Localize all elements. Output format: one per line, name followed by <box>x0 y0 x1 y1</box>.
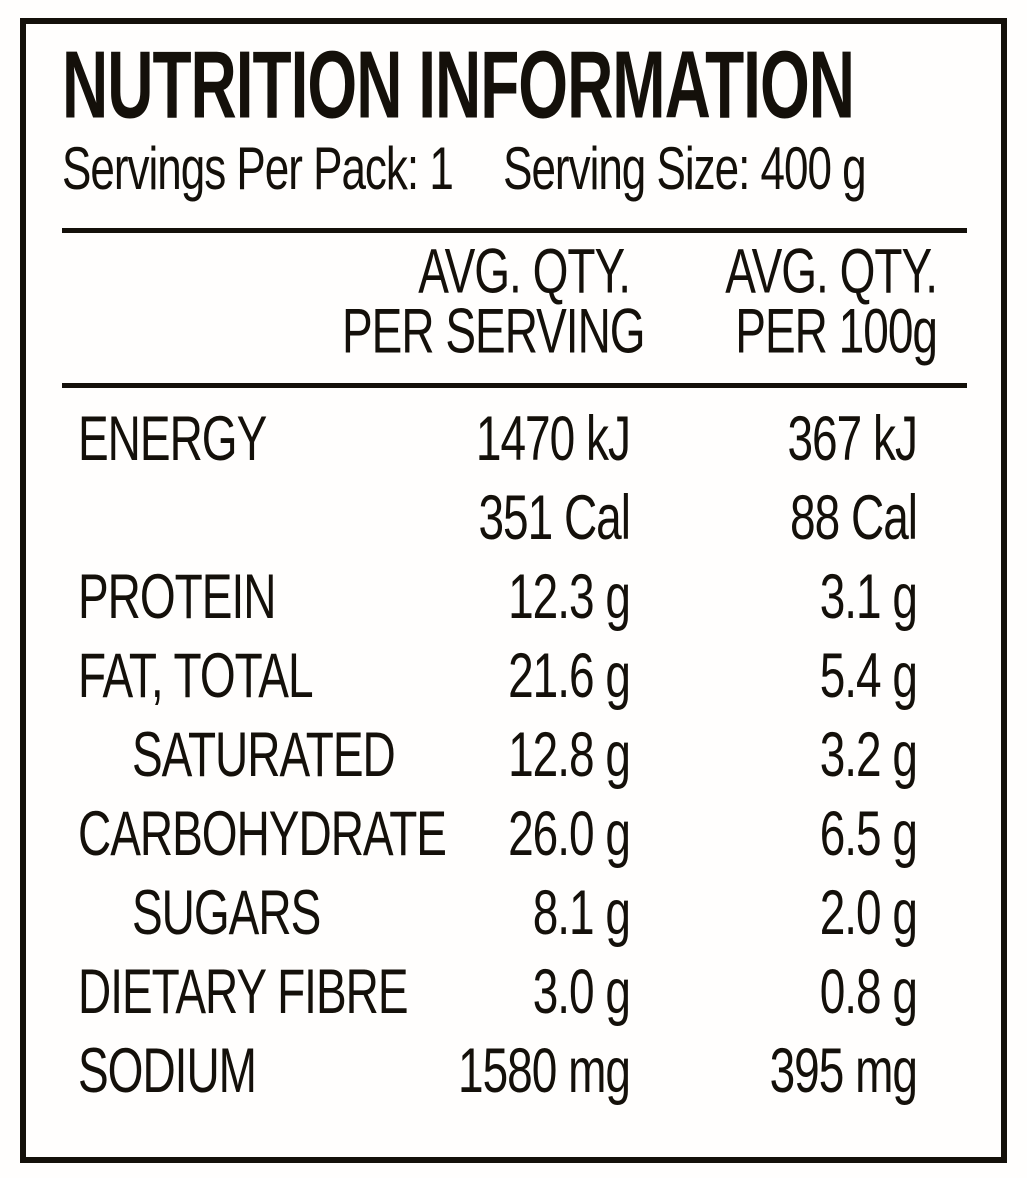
per-serving-header-line1: AVG. QTY. <box>418 234 630 307</box>
value-per-100g: 6.5 g <box>819 796 917 869</box>
value-per-serving: 8.1 g <box>532 875 630 948</box>
nutrient-name: SATURATED <box>132 717 395 790</box>
nutrient-table <box>62 402 967 1113</box>
value-per-serving: 12.8 g <box>508 717 630 790</box>
column-header-per-serving <box>342 234 645 367</box>
nutrient-name: FAT, TOTAL <box>78 638 313 711</box>
nutrient-name: CARBOHYDRATE <box>78 796 446 869</box>
value-per-serving: 12.3 g <box>508 559 630 632</box>
nutrient-name: SODIUM <box>78 1033 256 1106</box>
nutrient-name: PROTEIN <box>78 559 276 632</box>
value-per-100g: 3.1 g <box>819 559 917 632</box>
table-row-protein <box>62 560 967 639</box>
value-per-100g: 367 kJ <box>787 401 917 474</box>
nutrient-name: SUGARS <box>132 875 321 948</box>
nutrition-label-panel <box>20 18 1007 1163</box>
label-title: NUTRITION INFORMATION <box>62 30 854 139</box>
table-row-fat-total <box>62 639 967 718</box>
table-row-energy-cal <box>62 481 967 560</box>
per-100g-header-line2: PER 100g <box>735 294 937 367</box>
label-title-row <box>62 30 967 139</box>
per-serving-header-line2: PER SERVING <box>342 294 645 367</box>
value-per-serving: 1580 mg <box>457 1033 630 1106</box>
table-row-energy <box>62 402 967 481</box>
serving-info-row <box>62 135 967 203</box>
table-row-sugars <box>62 876 967 955</box>
value-per-100g: 0.8 g <box>819 954 917 1027</box>
label-content <box>26 30 1001 1113</box>
divider-header <box>62 383 967 388</box>
value-per-100g: 88 Cal <box>790 480 917 553</box>
value-per-serving: 26.0 g <box>508 796 630 869</box>
table-row-carbohydrate <box>62 797 967 876</box>
nutrient-name: DIETARY FIBRE <box>78 954 408 1027</box>
table-row-sodium <box>62 1034 967 1113</box>
nutrient-name: ENERGY <box>78 401 267 474</box>
value-per-serving: 351 Cal <box>478 480 630 553</box>
value-per-serving: 21.6 g <box>508 638 630 711</box>
column-header-row <box>62 234 967 367</box>
value-per-100g: 5.4 g <box>819 638 917 711</box>
serving-size: Serving Size: 400 g <box>503 135 866 203</box>
value-per-100g: 2.0 g <box>819 875 917 948</box>
column-header-per-100g <box>630 234 967 367</box>
value-per-100g: 3.2 g <box>819 717 917 790</box>
table-row-dietary-fibre <box>62 955 967 1034</box>
value-per-serving: 1470 kJ <box>475 401 630 474</box>
header-spacer <box>62 245 342 365</box>
servings-per-pack: Servings Per Pack: 1 <box>62 135 453 203</box>
value-per-100g: 395 mg <box>769 1033 917 1106</box>
table-row-saturated <box>62 718 967 797</box>
per-100g-header-line1: AVG. QTY. <box>725 234 937 307</box>
value-per-serving: 3.0 g <box>532 954 630 1027</box>
